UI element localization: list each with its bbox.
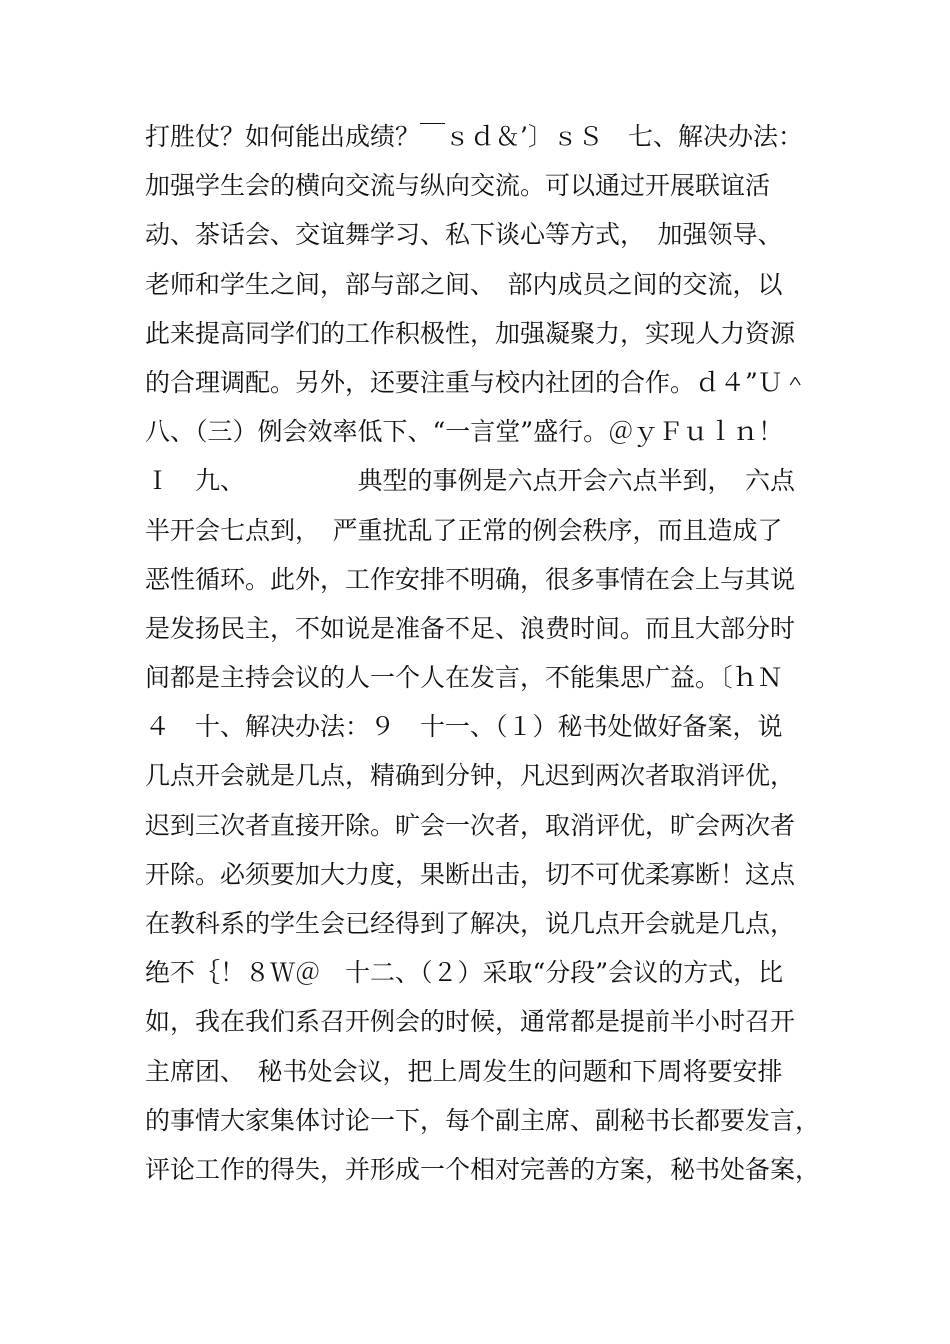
text-line: 是发扬民主，不如说是准备不足、浪费时间。而且大部分时 <box>145 613 796 643</box>
text-line: 此来提高同学们的工作积极性，加强凝聚力，实现人力资源 <box>145 318 796 348</box>
text-line: 半开会七点到， 严重扰乱了正常的例会秩序，而且造成了 <box>145 515 783 545</box>
text-line: 绝不｛！８Ｗ＠ 十二、（２）采取“分段”会议的方式，比 <box>145 958 784 988</box>
text-line: 的事情大家集体讨论一下，每个副主席、副秘书长都要发言， <box>145 1105 821 1135</box>
body-text <box>145 112 821 1194</box>
text-line: 老师和学生之间，部与部之间、 部内成员之间的交流，以 <box>145 269 783 299</box>
text-line: 八、（三）例会效率低下、“一言堂”盛行。＠ｙＦｕｌｎ！ <box>145 417 784 447</box>
text-line: 加强学生会的横向交流与纵向交流。可以通过开展联谊活 <box>145 171 771 201</box>
text-line: 评论工作的得失，并形成一个相对完善的方案，秘书处备案， <box>145 1154 821 1184</box>
text-line: 开除。必须要加大力度，果断出击，切不可优柔寡断！这点 <box>145 859 796 889</box>
text-line: Ｉ 九、 典型的事例是六点开会六点半到， 六点 <box>145 466 796 496</box>
text-line: 恶性循环。此外，工作安排不明确，很多事情在会上与其说 <box>145 564 796 594</box>
text-line: 的合理调配。另外，还要注重与校内社团的合作。ｄ４”Ｕ＾ <box>145 367 808 397</box>
text-line: 迟到三次者直接开除。旷会一次者，取消评优，旷会两次者 <box>145 810 796 840</box>
text-line: 如，我在我们系召开例会的时候，通常都是提前半小时召开 <box>145 1007 796 1037</box>
text-line: 在教科系的学生会已经得到了解决，说几点开会就是几点， <box>145 909 796 938</box>
text-line: 动、茶话会、交谊舞学习、私下谈心等方式， 加强领导、 <box>145 220 783 250</box>
text-line: 几点开会就是几点，精确到分钟，凡迟到两次者取消评优， <box>145 761 796 791</box>
text-line: ４ 十、解决办法：９ 十一、（１）秘书处做好备案，说 <box>145 712 783 742</box>
text-line: 间都是主持会议的人一个人在发言，不能集思广益。〔ｈＮ <box>145 663 783 693</box>
text-line: 打胜仗？如何能出成绩？￣ｓｄ＆’〕ｓＳ 七、解决办法： <box>145 122 803 151</box>
text-line: 主席团、 秘书处会议，把上周发生的问题和下周将要安排 <box>145 1056 783 1086</box>
